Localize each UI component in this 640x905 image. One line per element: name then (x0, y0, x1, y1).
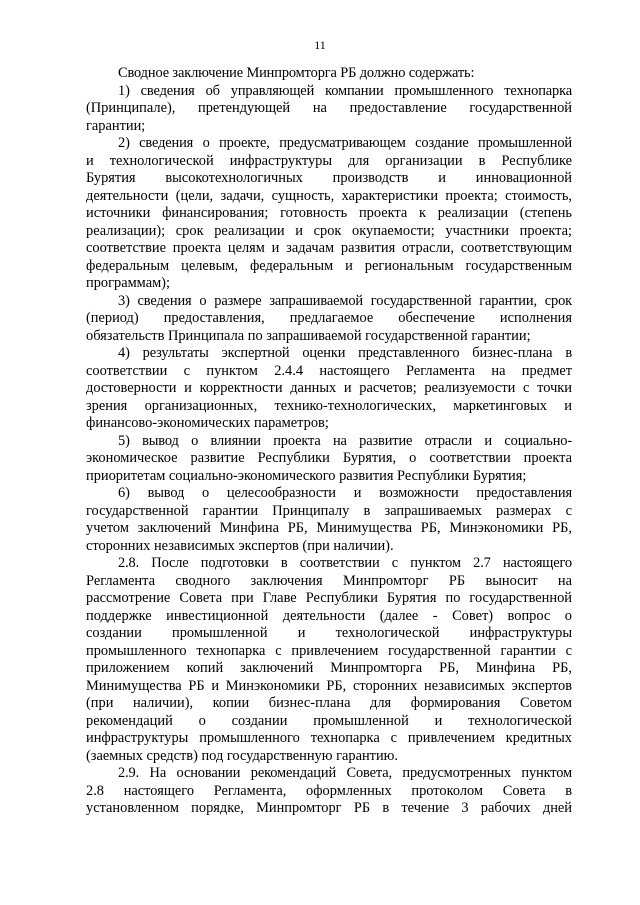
text-line: 3) сведения о размере запрашиваемой государственной гарантии, срок (118, 292, 572, 309)
page-number: 11 (314, 38, 326, 52)
paragraph-item-6 (86, 485, 572, 555)
text-line: Сводное заключение Минпромторга РБ должно содержать: (118, 65, 475, 81)
paragraph-item-4 (86, 345, 572, 433)
text-line: деятельности (цели, задачи, сущность, характеристики проекта; стоимость, (86, 187, 572, 204)
text-line: рекомендаций о создании промышленной и технологической (86, 712, 572, 729)
paragraph-clause-2-9 (86, 765, 572, 818)
text-line: сторонних независимых экспертов (при наличии). (86, 537, 394, 554)
text-line: инфраструктуры промышленного технопарка с привлечением кредитных (86, 730, 572, 746)
text-line: (при наличии), копии бизнес-плана для формирования Советом (86, 695, 572, 711)
paragraph-item-5 (86, 433, 572, 486)
text-line: реализации); срок реализации и срок окупаемости; участники проекта; (86, 222, 572, 239)
text-line: зрения организационных, технико-технологических, маркетинговых и (86, 397, 572, 414)
text-line: приоритетам социально-экономического развития Республики Бурятия; (86, 467, 527, 484)
text-line: 1) сведения об управляющей компании промышленного технопарка (118, 82, 572, 99)
text-line: Бурятия высокотехнологичных производств и инновационной (86, 170, 572, 186)
text-line: 2) сведения о проекте, предусматривающем создание промышленной (118, 135, 572, 151)
text-line: 2.8 настоящего Регламента, оформленных протоколом Совета в (86, 782, 572, 799)
text-line: создании промышленной и технологической инфраструктуры (86, 625, 572, 641)
text-line: и технологической инфраструктуры для организации в Республике (86, 152, 572, 169)
text-line: учетом заключений Минфина РБ, Минимущества РБ, Минэкономики РБ, (86, 520, 572, 536)
text-line: достоверности и корректности данных и расчетов; реализуемости с точки (86, 380, 572, 396)
paragraph-item-1 (86, 83, 572, 136)
text-line: приложением копий заключений Минпромторга РБ, Минфина РБ, (86, 660, 572, 676)
text-line: 4) результаты экспертной оценки представленного бизнес-плана в (118, 345, 572, 361)
text-line: 5) вывод о влиянии проекта на развитие отрасли и социально- (118, 432, 572, 449)
text-line: соответствие проекта целям и задачам развития отрасли, соответствующим (86, 240, 572, 256)
text-line: обязательств Принципала по запрашиваемой государственной гарантии; (86, 327, 531, 344)
text-line: Минимущества РБ и Минэкономики РБ, сторонних независимых экспертов (86, 677, 572, 694)
text-line: установленном порядке, Минпромторг РБ в течение 3 рабочих дней (86, 800, 572, 816)
text-line: финансово-экономических параметров; (86, 415, 329, 431)
text-line: (Принципале), претендующей на предоставление государственной (86, 100, 572, 116)
paragraph-item-2 (86, 135, 572, 293)
text-line: источники финансирования; готовность проекта к реализации (степень (86, 205, 572, 221)
text-line: (период) предоставления, предлагаемое обеспечение исполнения (86, 310, 572, 326)
text-line: программам); (86, 275, 170, 291)
text-line: (заемных средств) под государственную гарантию. (86, 747, 399, 764)
paragraph-intro (86, 65, 572, 83)
text-line: Регламента сводного заключения Минпромторг РБ выносит на (86, 572, 572, 589)
document-body (86, 65, 572, 818)
text-line: соответствии с пунктом 2.4.4 настоящего Регламента на предмет (86, 362, 572, 379)
text-line: поддержке инвестиционной деятельности (далее - Совет) вопрос о (86, 607, 572, 624)
text-line: промышленного технопарка с привлечением государственной гарантии с (86, 642, 572, 659)
text-line: 2.9. На основании рекомендаций Совета, предусмотренных пунктом (118, 765, 572, 781)
text-line: федеральным целевым, федеральным и региональным государственным (86, 257, 572, 274)
text-line: гарантии; (86, 117, 146, 134)
text-line: 2.8. После подготовки в соответствии с пунктом 2.7 настоящего (118, 555, 572, 571)
text-line: экономическое развитие Республики Бурятия, о соответствии проекта (86, 450, 572, 466)
text-line: 6) вывод о целесообразности и возможности предоставления (118, 485, 572, 501)
text-line: рассмотрение Совета при Главе Республики Бурятия по государственной (86, 590, 572, 606)
paragraph-clause-2-8 (86, 555, 572, 765)
paragraph-item-3 (86, 293, 572, 346)
text-line: государственной гарантии Принципалу в запрашиваемых размерах с (86, 502, 572, 519)
